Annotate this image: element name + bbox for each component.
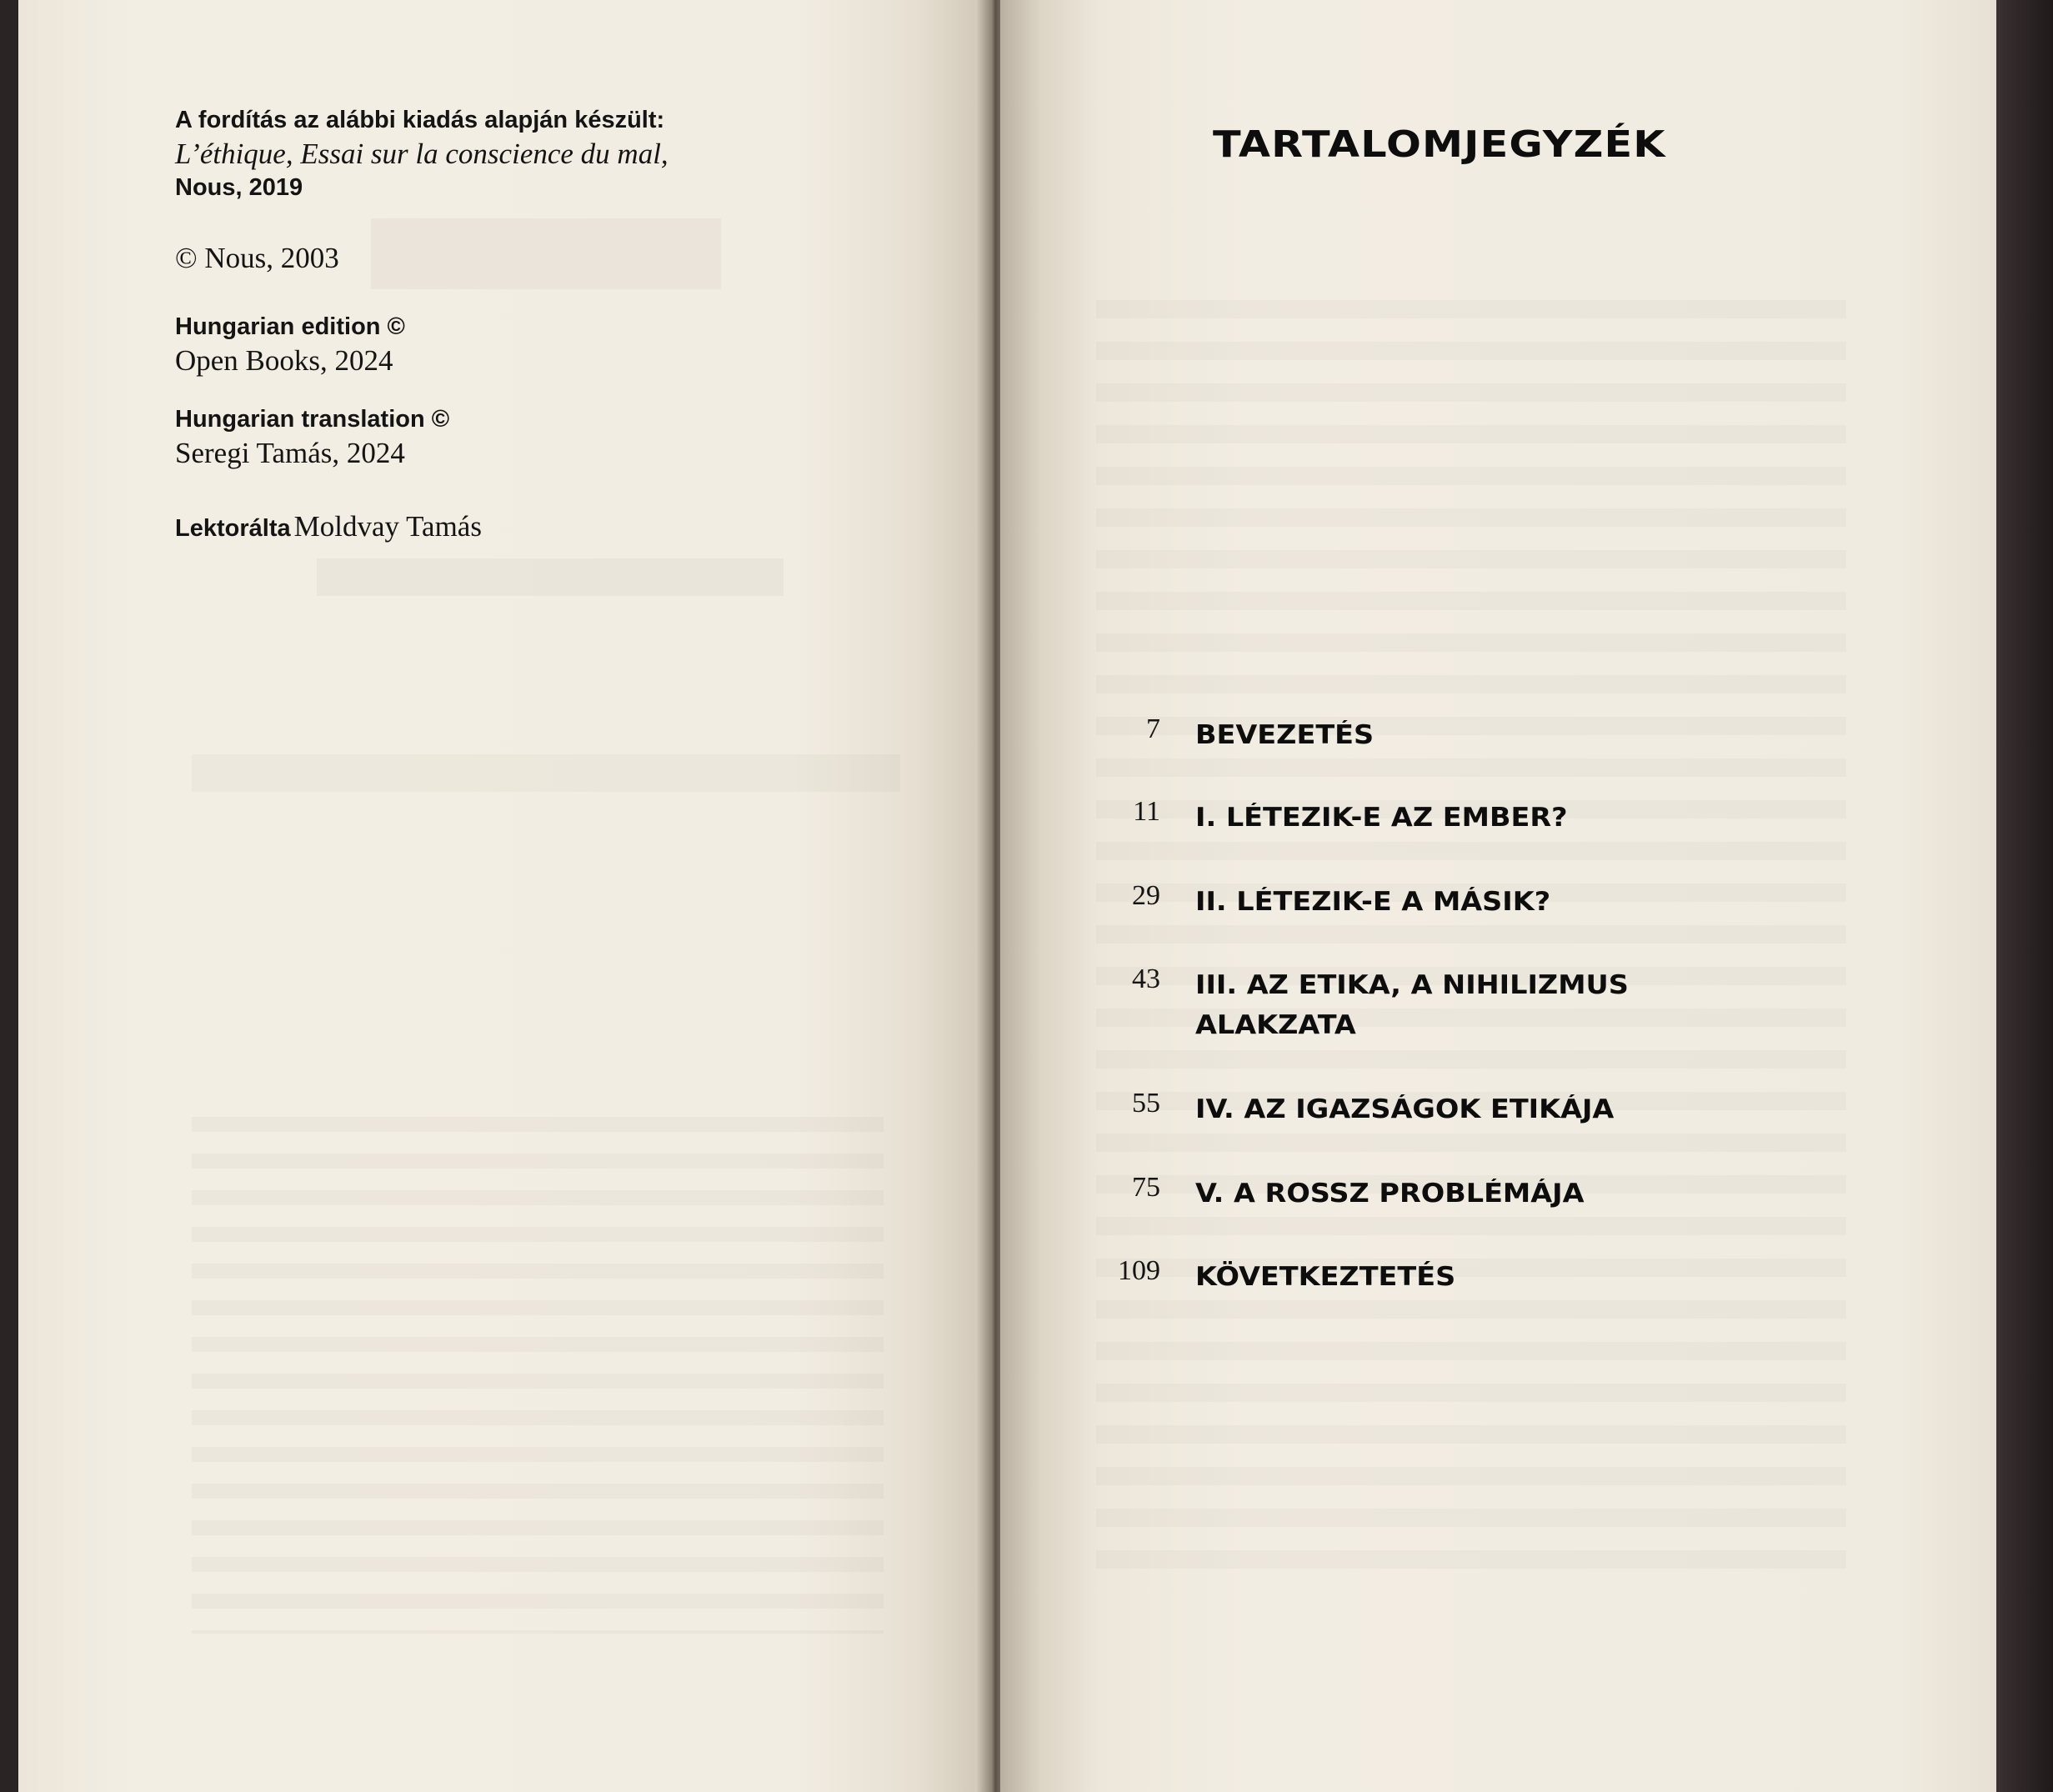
editor-name: Moldvay Tamás — [293, 510, 482, 543]
show-through-list — [192, 1117, 884, 1634]
imprint-edition — [175, 313, 405, 378]
background-edge — [1996, 0, 2053, 1792]
toc-entry — [1092, 964, 1925, 1047]
source-label: A fordítás az alábbi kiadás alapján készült: — [175, 107, 665, 133]
toc-page-number: 29 — [1132, 880, 1160, 911]
toc-page-number: 55 — [1132, 1088, 1160, 1119]
toc-entry — [1092, 880, 1925, 922]
imprint-editor — [175, 510, 482, 543]
toc-entry — [1092, 1255, 1925, 1297]
source-title: L’éthique, Essai sur la conscience du mal, — [175, 138, 668, 170]
toc-page-number: 109 — [1118, 1255, 1160, 1286]
imprint-translation — [175, 406, 449, 470]
show-through-block-top — [371, 218, 721, 289]
toc-entry — [1092, 1088, 1925, 1129]
imprint-source — [175, 107, 668, 202]
copyright-original: © Nous, 2003 — [175, 242, 339, 274]
translation-label: Hungarian translation © — [175, 406, 450, 433]
toc-entry-title: II. LÉTEZIK-E A MÁSIK? — [1195, 887, 1551, 917]
toc-entry — [1092, 713, 1925, 755]
edition-label: Hungarian edition © — [175, 313, 405, 340]
show-through-text-right — [1096, 300, 1846, 1584]
toc-page-number: 11 — [1133, 796, 1160, 827]
toc-entry-title-line2: ALAKZATA — [1195, 1010, 1356, 1040]
edition-holder: Open Books, 2024 — [175, 344, 393, 377]
editor-label: Lektorálta — [175, 515, 291, 542]
toc-entry-title: III. AZ ETIKA, A NIHILIZMUS — [1195, 970, 1629, 1000]
show-through-block-mid — [317, 558, 784, 596]
toc-entry-title: V. A ROSSZ PROBLÉMÁJA — [1195, 1179, 1585, 1209]
toc-entry-title: BEVEZETÉS — [1195, 720, 1375, 750]
source-publisher: Nous, 2019 — [175, 174, 303, 201]
translation-holder: Seregi Tamás, 2024 — [175, 437, 405, 469]
imprint-copyright — [175, 242, 339, 275]
toc-page-number: 75 — [1132, 1172, 1160, 1203]
toc-entry-title: I. LÉTEZIK-E AZ EMBER? — [1195, 803, 1568, 833]
toc-title: TARTALOMJEGYZÉK — [1213, 123, 1666, 166]
toc-entry-title: IV. AZ IGAZSÁGOK ETIKÁJA — [1195, 1094, 1615, 1124]
toc-entry — [1092, 796, 1925, 838]
show-through-block-low — [192, 754, 900, 792]
editor-line — [175, 510, 482, 543]
toc-page-number: 7 — [1146, 713, 1160, 744]
toc-entry — [1092, 1172, 1925, 1214]
toc-page-number: 43 — [1132, 964, 1160, 994]
toc-entry-title: KÖVETKEZTETÉS — [1195, 1262, 1456, 1292]
